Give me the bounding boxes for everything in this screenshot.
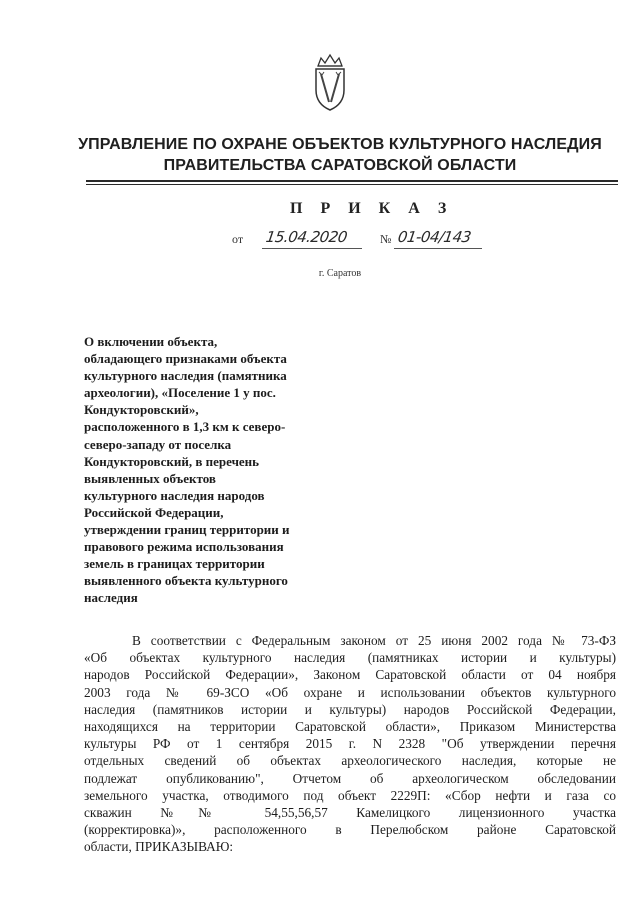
body-line: отдельных сведений об объектах археологического наследия, которые не xyxy=(84,753,616,769)
title-line: культурного наследия народов xyxy=(84,487,265,503)
order-body-paragraph xyxy=(84,632,616,856)
organization-name-line1: УПРАВЛЕНИЕ ПО ОХРАНЕ ОБЪЕКТОВ КУЛЬТУРНОГО НАСЛЕДИЯ xyxy=(78,136,602,153)
title-line: утверждении границ территории и xyxy=(84,522,290,538)
title-line: Кондукторовский, в перечень xyxy=(84,453,260,469)
body-line: В соответствии с Федеральным законом от 25 июня 2002 года № 73-ФЗ xyxy=(132,633,616,648)
body-line: наследия (памятников истории и культуры) народов Российской Федерации, xyxy=(84,701,616,717)
body-line: 2003 года № 69-ЗСО «Об охране и использовании объектов культурного xyxy=(84,684,616,700)
handwritten-date: 15.04.2020 xyxy=(264,228,349,246)
number-prefix: № xyxy=(380,232,392,246)
organization-name-line2: ПРАВИТЕЛЬСТВА САРАТОВСКОЙ ОБЛАСТИ xyxy=(163,157,517,174)
body-line: народов Российской Федерации», Законом Саратовской области от 04 ноября xyxy=(84,667,616,683)
date-prefix: от xyxy=(232,232,244,246)
body-line: области, ПРИКАЗЫВАЮ: xyxy=(84,839,234,855)
header-rule-thick xyxy=(86,180,618,182)
body-line: подлежат опубликованию", Отчетом об археологическом обследовании xyxy=(84,770,616,786)
title-line: культурного наследия (памятника xyxy=(84,368,287,384)
body-line: культуры РФ от 1 сентября 2015 г. N 2328 "Об утверждении перечня xyxy=(84,736,616,752)
body-line: (корректировка)», расположенного в Перелюбском районе Саратовской xyxy=(84,822,616,838)
title-line: выявленных объектов xyxy=(84,470,216,486)
title-line: Российской Федерации, xyxy=(84,504,224,520)
body-line: находящихся на территории Саратовской области», Приказом Министерства xyxy=(84,719,616,735)
title-line: земель в границах территории xyxy=(84,556,265,572)
title-line: расположенного в 1,3 км к северо- xyxy=(84,419,286,435)
date-underline xyxy=(262,248,362,249)
body-line: земельного участка, отводимого под объект 2229П: «Сбор нефти и газа со xyxy=(84,787,616,803)
title-line: археологии), «Поселение 1 у пос. xyxy=(84,385,276,401)
city-name: г. Саратов xyxy=(318,268,362,279)
title-line: наследия xyxy=(84,590,138,606)
order-title xyxy=(84,333,349,607)
handwritten-number: 01-04/143 xyxy=(396,228,473,246)
title-line: О включении объекта, xyxy=(84,334,218,349)
title-line: северо-западу от поселка xyxy=(84,436,232,452)
title-line: выявленного объекта культурного xyxy=(84,573,288,589)
number-underline xyxy=(394,248,482,249)
body-line: скважин №№ 54,55,56,57 Камелицкого лицензионного участка xyxy=(84,805,616,821)
title-line: обладающего признаками объекта xyxy=(84,351,287,367)
body-line: «Об объектах культурного наследия (памятниках истории и культуры) xyxy=(84,650,616,666)
coat-of-arms-icon xyxy=(305,52,355,112)
header-rule-thin xyxy=(86,184,618,185)
title-line: правового режима использования xyxy=(84,539,284,555)
document-type-title: П Р И К А З xyxy=(290,200,454,217)
title-line: Кондукторовский», xyxy=(84,402,199,418)
